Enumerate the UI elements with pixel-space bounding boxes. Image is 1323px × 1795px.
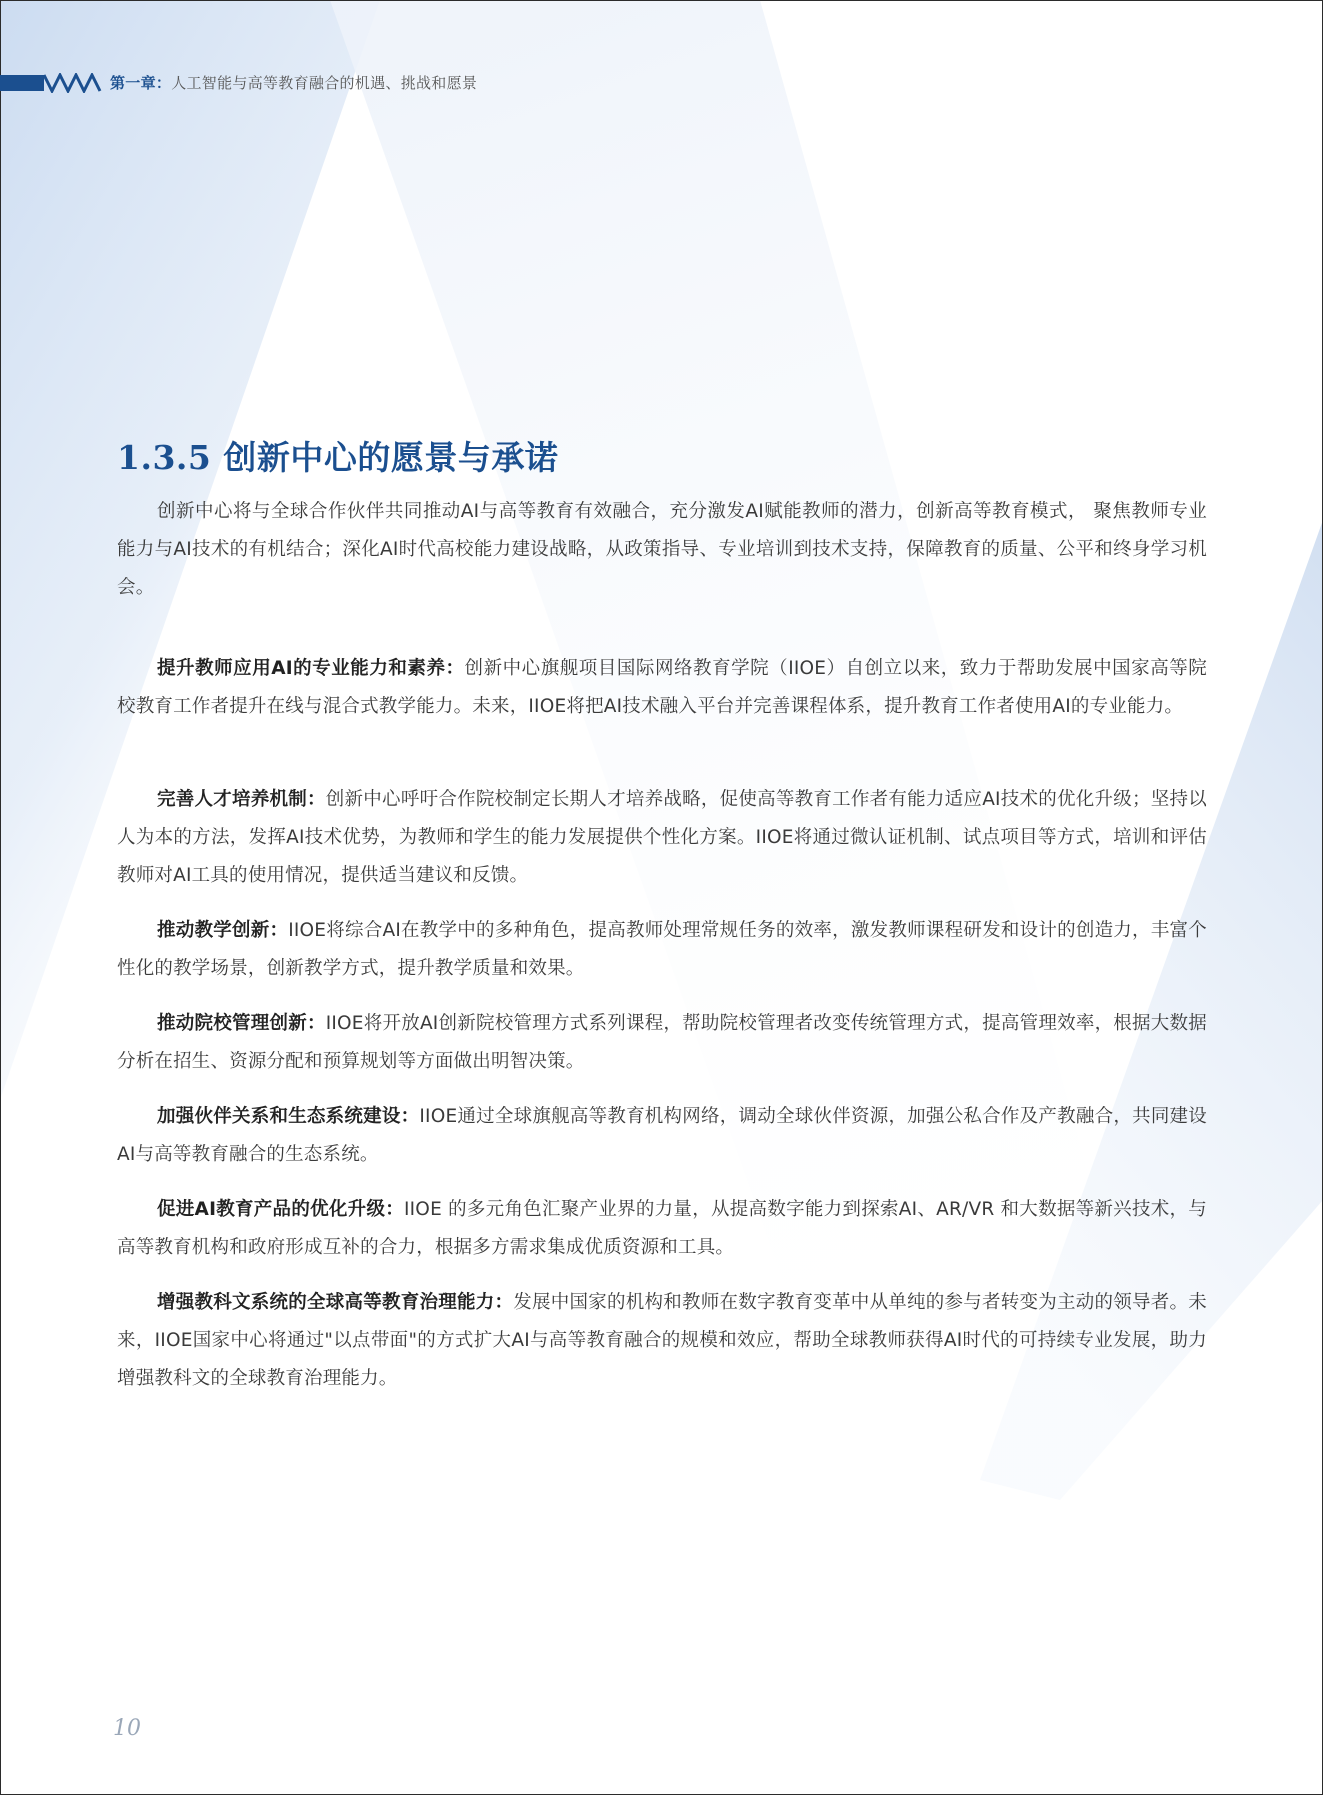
paragraph-body: IIOE将综合AI在教学中的多种角色，提高教师处理常规任务的效率，激发教师课程研发和设计的创造力，丰富个性化的教学场景，创新教学方式，提升教学质量和效果。 <box>117 920 1207 979</box>
paragraph-body: IIOE将开放AI创新院校管理方式系列课程，帮助院校管理者改变传统管理方式，提高管理效率，根据大数据分析在招生、资源分配和预算规划等方面做出明智决策。 <box>117 1013 1207 1072</box>
paragraph-lead: 促进AI教育产品的优化升级： <box>157 1199 404 1220</box>
paragraph-3 <box>117 912 1207 988</box>
intro-paragraph: 创新中心将与全球合作伙伴共同推动AI与高等教育有效融合，充分激发AI赋能教师的潜力，创新高等教育模式， 聚焦教师专业能力与AI技术的有机结合；深化AI时代高校能力建设战略，从政策指导、专业培训到技术支持，保障教育的质量、公平和终身学习机会。 <box>117 501 1207 598</box>
running-header <box>0 68 700 98</box>
paragraph-2 <box>117 781 1207 895</box>
paragraph-6 <box>117 1191 1207 1267</box>
paragraph-body: 创新中心旗舰项目国际网络教育学院（IIOE）自创立以来，致力于帮助发展中国家高等院校教育工作者提升在线与混合式教学能力。未来，IIOE将把AI技术融入平台并完善课程体系，提升教育工作者使用AI的专业能力。 <box>117 658 1207 717</box>
paragraph-lead: 加强伙伴关系和生态系统建设： <box>157 1106 420 1127</box>
paragraph-4 <box>117 1005 1207 1081</box>
section-title: 1.3.5 创新中心的愿景与承诺 <box>117 438 559 477</box>
paragraph-7 <box>117 1284 1207 1398</box>
paragraph-5 <box>117 1098 1207 1174</box>
page-number: 10 <box>113 1716 141 1741</box>
paragraph-body: IIOE通过全球旗舰高等教育机构网络，调动全球伙伴资源，加强公私合作及产教融合，共同建设AI与高等教育融合的生态系统。 <box>117 1106 1208 1165</box>
chapter-title: 人工智能与高等教育融合的机遇、挑战和愿景 <box>171 74 478 92</box>
paragraph-1 <box>117 650 1207 726</box>
paragraph-lead: 推动教学创新： <box>157 920 289 941</box>
paragraph-body: 发展中国家的机构和教师在数字教育变革中从单纯的参与者转变为主动的领导者。未来，IIOE国家中心将通过"以点带面"的方式扩大AI与高等教育融合的规模和效应，帮助全球教师获得AI时代的可持续专业发展，助力增强教科文的全球教育治理能力。 <box>117 1292 1207 1389</box>
paragraph-lead: 完善人才培养机制： <box>157 789 326 810</box>
paragraph-lead: 推动院校管理创新： <box>157 1013 326 1034</box>
paragraph-lead: 增强教科文系统的全球高等教育治理能力： <box>157 1292 514 1313</box>
header-text <box>110 72 477 93</box>
wave-logo-icon <box>0 73 104 93</box>
chapter-label: 第一章： <box>110 74 172 92</box>
paragraph-body: 创新中心呼吁合作院校制定长期人才培养战略，促使高等教育工作者有能力适应AI技术的优化升级；坚持以人为本的方法，发挥AI技术优势，为教师和学生的能力发展提供个性化方案。IIOE将通过微认证机制、试点项目等方式，培训和评估教师对AI工具的使用情况，提供适当建议和反馈。 <box>117 789 1207 886</box>
paragraph-body: IIOE 的多元角色汇聚产业界的力量，从提高数字能力到探索AI、AR/VR 和大数据等新兴技术，与高等教育机构和政府形成互补的合力，根据多方需求集成优质资源和工具。 <box>117 1199 1207 1258</box>
paragraph-lead: 提升教师应用AI的专业能力和素养： <box>157 658 465 679</box>
